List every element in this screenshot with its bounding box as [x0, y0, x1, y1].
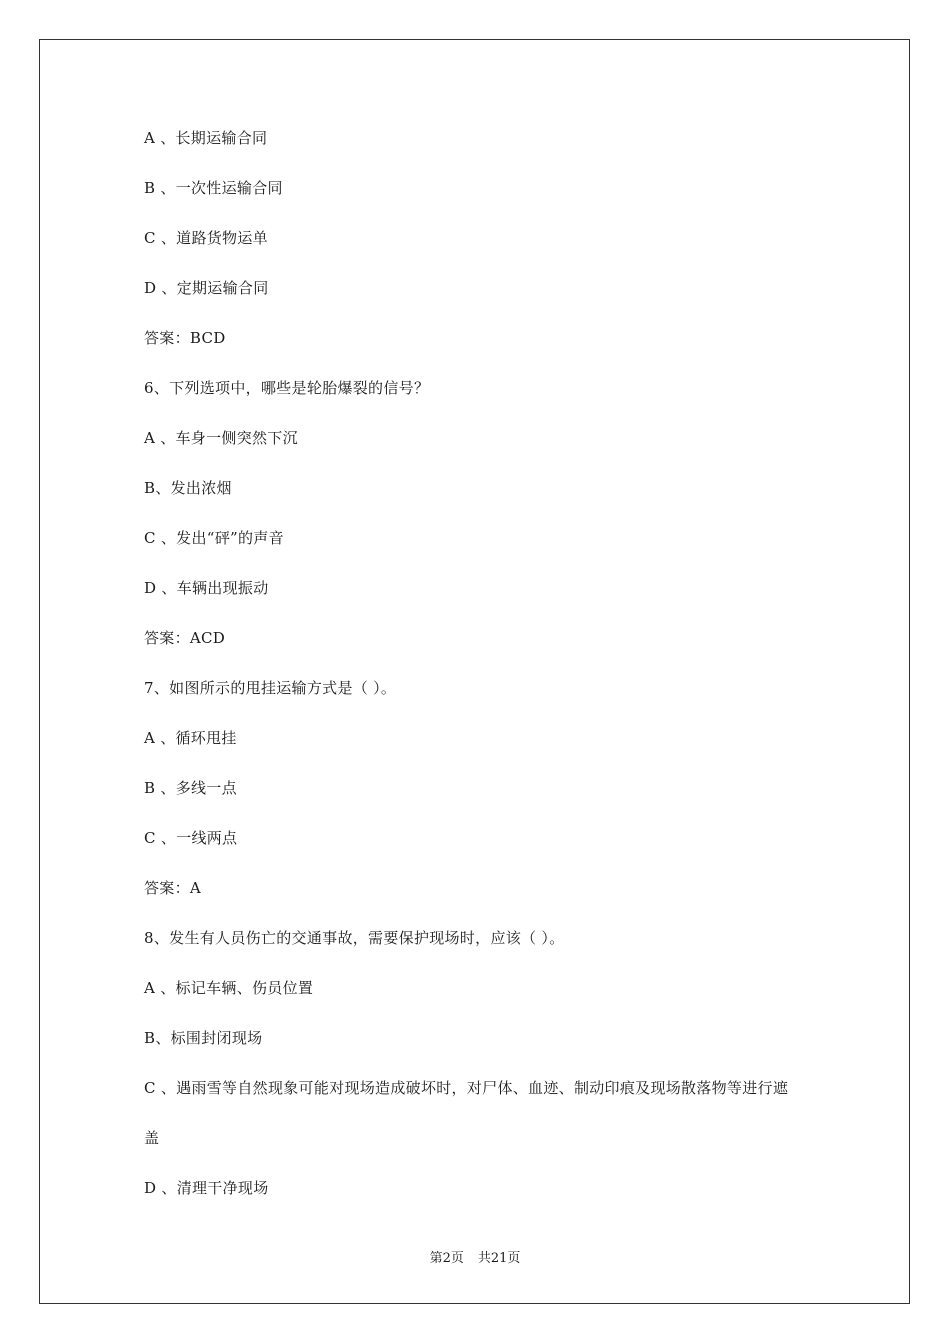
option-7a: A 、循环甩挂 [144, 729, 237, 747]
option-8c: C 、遇雨雪等自然现象可能对现场造成破坏时，对尸体、血迹、制动印痕及现场散落物等进行遮 [144, 1079, 789, 1097]
option-8a: A 、标记车辆、伤员位置 [144, 979, 314, 997]
page-footer [0, 1247, 950, 1266]
option-6a: A 、车身一侧突然下沉 [144, 429, 298, 447]
option-7c: C 、一线两点 [144, 829, 238, 847]
page-number: 第2页 [429, 1251, 464, 1266]
answer-5: 答案：BCD [144, 329, 226, 347]
option-5a: A 、长期运输合同 [144, 129, 268, 147]
question-8: 8、发生有人员伤亡的交通事故，需要保护现场时，应该（ ）。 [144, 929, 565, 947]
page-total: 共21页 [477, 1251, 521, 1266]
option-5c: C 、道路货物运单 [144, 229, 268, 247]
option-8c-continued: 盖 [144, 1129, 160, 1147]
option-6c: C 、发出“砰”的声音 [144, 529, 284, 547]
document-content [144, 118, 824, 1218]
option-7b: B 、多线一点 [144, 779, 237, 797]
answer-7: 答案：A [144, 879, 202, 897]
option-6d: D 、车辆出现振动 [144, 579, 269, 597]
question-7: 7、如图所示的甩挂运输方式是（ ）。 [144, 679, 397, 697]
option-8b: B、标围封闭现场 [144, 1029, 263, 1047]
option-8d: D 、清理干净现场 [144, 1179, 269, 1197]
question-6: 6、下列选项中，哪些是轮胎爆裂的信号？ [144, 379, 430, 397]
option-6b: B、发出浓烟 [144, 479, 232, 497]
option-5d: D 、定期运输合同 [144, 279, 269, 297]
option-5b: B 、一次性运输合同 [144, 179, 283, 197]
answer-6: 答案：ACD [144, 629, 226, 647]
